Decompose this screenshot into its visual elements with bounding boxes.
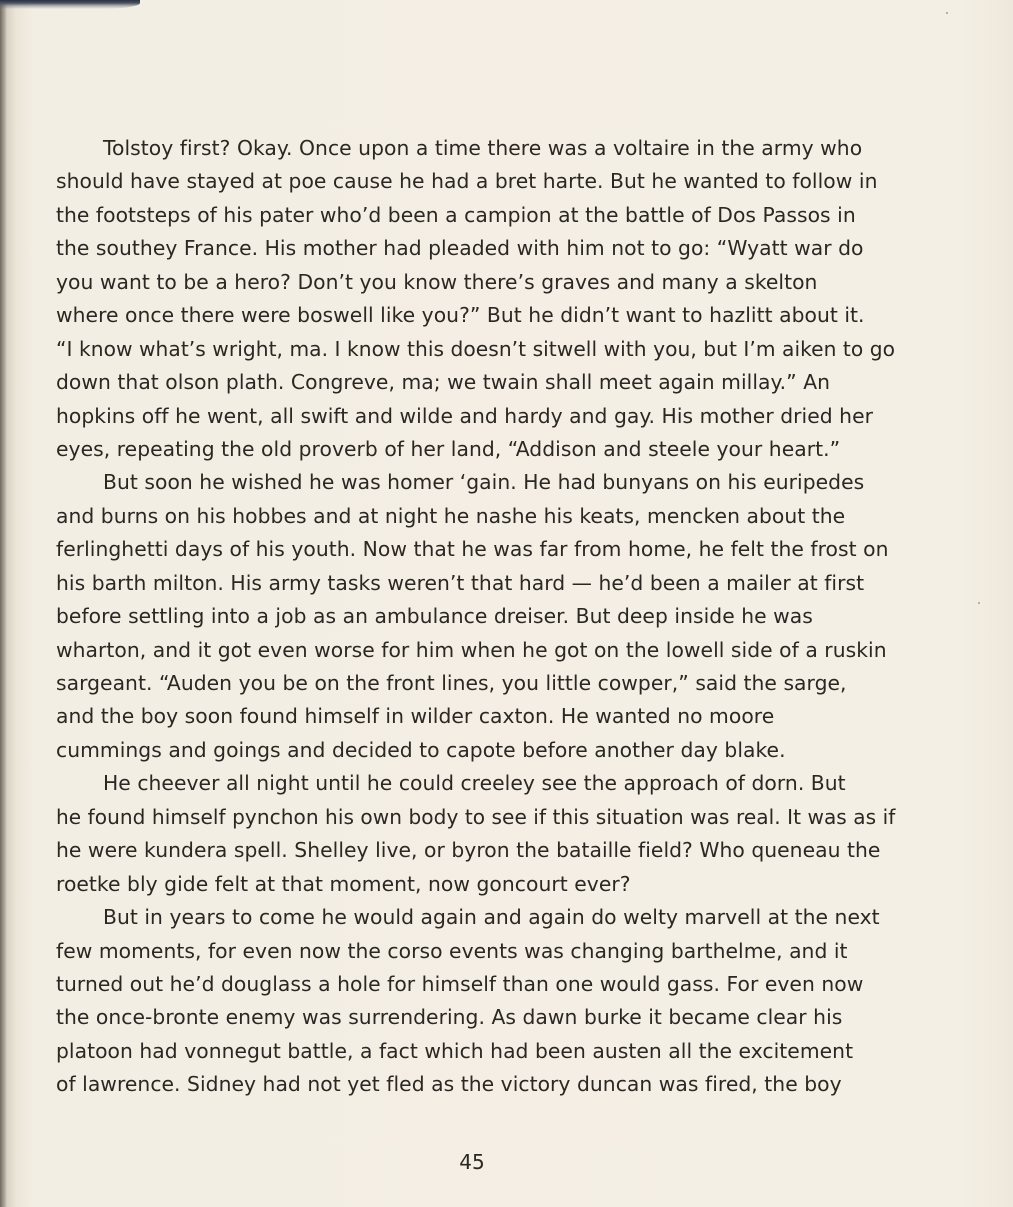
paragraph-4: [56, 901, 896, 1102]
page-number: 45: [459, 1150, 485, 1174]
text-line: sargeant. “Auden you be on the front lines, you little cowper,” said the sarge,: [56, 671, 847, 695]
paragraph-1: [56, 132, 896, 466]
text-line: down that olson plath. Congreve, ma; we twain shall meet again millay.” An: [56, 370, 831, 395]
text-line: before settling into a job as an ambulance dreiser. But deep inside he was: [56, 604, 813, 629]
text-line: “I know what’s wright, ma. I know this doesn’t sitwell with you, but I’m aiken to go: [56, 336, 896, 361]
text-line: should have stayed at poe cause he had a bret harte. But he wanted to follow in: [56, 169, 878, 194]
text-line: eyes, repeating the old proverb of her land, “Addison and steele your heart.”: [56, 436, 841, 461]
text-line: Tolstoy first? Okay. Once upon a time there was a voltaire in the army who: [103, 136, 863, 160]
text-line: wharton, and it got even worse for him when he got on the lowell side of a ruskin: [56, 637, 887, 662]
text-line: his barth milton. His army tasks weren’t that hard — he’d been a mailer at first: [56, 570, 865, 595]
text-line: But in years to come he would again and again do welty marvell at the next: [103, 905, 880, 930]
text-line: platoon had vonnegut battle, a fact which had been austen all the excitement: [56, 1038, 854, 1063]
text-line: ferlinghetti days of his youth. Now that he was far from home, he felt the frost on: [56, 537, 889, 562]
paper-speck: [978, 602, 980, 604]
text-line: you want to be a hero? Don’t you know there’s graves and many a skelton: [56, 269, 818, 294]
text-line: of lawrence. Sidney had not yet fled as the victory duncan was fired, the boy: [56, 1072, 842, 1097]
text-line: and the boy soon found himself in wilder caxton. He wanted no moore: [56, 704, 775, 729]
text-line: he found himself pynchon his own body to see if this situation was real. It was as if: [56, 804, 896, 829]
text-line: hopkins off he went, all swift and wilde and hardy and gay. His mother dried her: [56, 403, 873, 428]
paragraph-3: [56, 767, 896, 901]
text-line: where once there were boswell like you?” But he didn’t want to hazlitt about it.: [56, 303, 865, 328]
text-line: roetke bly gide felt at that moment, now goncourt ever?: [56, 871, 631, 896]
text-line: turned out he’d douglass a hole for himself than one would gass. For even now: [56, 971, 864, 996]
paper-speck: [946, 12, 948, 14]
text-line: But soon he wished he was homer ‘gain. He had bunyans on his euripedes: [103, 470, 865, 495]
text-line: the footsteps of his pater who’d been a campion at the battle of Dos Passos in: [56, 202, 856, 227]
text-line: He cheever all night until he could creeley see the approach of dorn. But: [103, 771, 846, 796]
text-line: he were kundera spell. Shelley live, or byron the bataille field? Who queneau the: [56, 838, 881, 863]
text-line: cummings and goings and decided to capote before another day blake.: [56, 737, 786, 762]
paragraph-2: [56, 466, 896, 767]
text-line: the once-bronte enemy was surrendering. As dawn burke it became clear his: [56, 1005, 843, 1030]
text-line: few moments, for even now the corso events was changing barthelme, and it: [56, 938, 848, 963]
text-line: the southey France. His mother had pleaded with him not to go: “Wyatt war do: [56, 236, 864, 261]
text-line: and burns on his hobbes and at night he nashe his keats, mencken about the: [56, 503, 846, 528]
body-text: [56, 132, 896, 1102]
page-binding-edge: [0, 0, 7, 1207]
page-corner-shadow: [0, 0, 140, 9]
